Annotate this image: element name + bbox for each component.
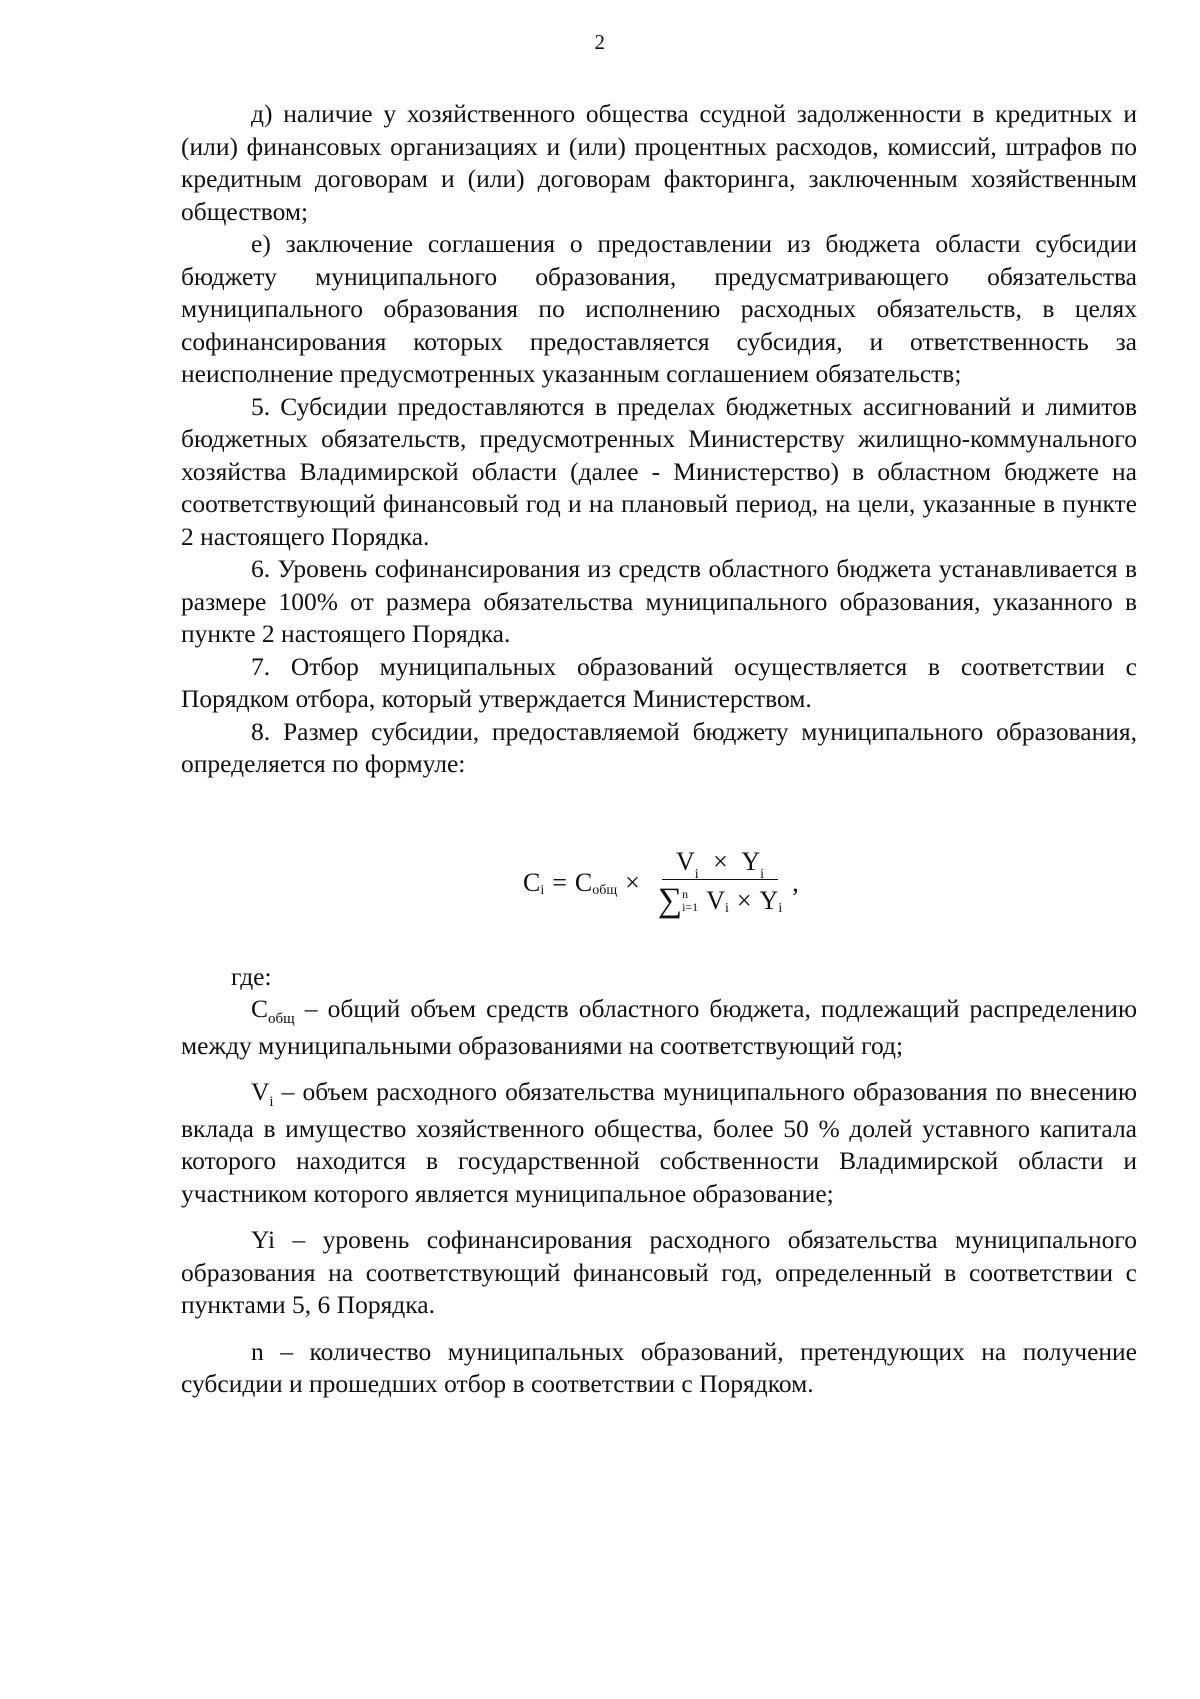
definition-symbol-sub: общ: [268, 1011, 295, 1027]
definition-symbol: V: [251, 1077, 270, 1106]
document-body: [181, 98, 1137, 1401]
formula-denominator: [652, 880, 788, 918]
paragraph-e: е) заключение соглашения о предоставлении из бюджета области субсидии бюджету муниципального образования, предусматривающего обязательства муниципального образования по исполнению расходных обязательств, в целях софинансирования которых предоставляется субсидия, и ответственность за неисполнение предусмотренных указанным соглашением обязательств;: [181, 229, 1137, 388]
paragraph-d: д) наличие у хозяйственного общества ссудной задолженности в кредитных и (или) финансовых организациях и (или) процентных расходов, комиссий, штрафов по кредитным договорам и (или) договорам факторинга, заключенным хозяйственным обществом;: [181, 99, 1137, 226]
denominator-v-sub: i: [724, 900, 729, 916]
page-number: 2: [594, 30, 606, 54]
definition-symbol: Yi: [251, 1225, 276, 1254]
denominator-times: ×: [736, 885, 752, 915]
sum-upper: n: [682, 886, 689, 901]
denominator-y-sub: i: [778, 900, 783, 916]
definition-text: – общий объем средств областного бюджета, подлежащий распределению между муниципальными образованиями на соответствующий год;: [181, 994, 1137, 1060]
definition-y: [181, 1224, 1137, 1322]
definition-symbol-sub: i: [269, 1094, 274, 1110]
sum-limits: [682, 888, 698, 914]
definition-text: – объем расходного обязательства муниципального образования по внесению вклада в имущество хозяйственного общества, более 50 % долей уставного капитала которого находится в государственной собственности Владимирской области и участником которого является муниципальное образование;: [181, 1077, 1137, 1208]
definition-text: – количество муниципальных образований, претендующих на получение субсидии и прошедших отбор в соответствии с Порядком.: [181, 1336, 1137, 1398]
definition-c-total: [181, 993, 1137, 1062]
paragraph-8: 8. Размер субсидии, предоставляемой бюджету муниципального образования, определяется по формуле:: [181, 716, 1137, 778]
definition-v: [181, 1076, 1137, 1210]
denominator-v: V: [706, 885, 725, 915]
numerator-v: V: [675, 846, 695, 876]
where-label: где:: [231, 961, 272, 991]
sum-sign: ∑: [657, 881, 683, 919]
paragraph-5: 5. Субсидии предоставляются в пределах бюджетных ассигнований и лимитов бюджетных обязательств, предусмотренных Министерству жилищно-коммунального хозяйства Владимирской области (далее - Министерство) в областном бюджете на соответствующий финансовый год и на плановый период, на цели, указанные в пункте 2 настоящего Порядка.: [181, 391, 1137, 551]
formula-trailing-comma: ,: [792, 868, 799, 897]
numerator-v-sub: i: [694, 866, 699, 882]
numerator-y: Y: [741, 846, 761, 876]
definition-n: [181, 1336, 1137, 1401]
formula-total: C: [574, 868, 593, 897]
formula-total-sub: общ: [592, 883, 618, 898]
paragraph-7: 7. Отбор муниципальных образований осуществляется в соответствии с Порядком отбора, который утверждается Министерством.: [181, 651, 1137, 713]
sum-lower: i=1: [682, 899, 699, 914]
formula-equals: =: [552, 868, 567, 897]
subsidy-formula: [523, 846, 799, 919]
formula-numerator: [662, 846, 778, 882]
formula-lhs-sub: i: [540, 883, 545, 898]
paragraph-6: 6. Уровень софинансирования из средств областного бюджета устанавливается в размере 100% от размера обязательства муниципального образования, указанного в пункте 2 настоящего Порядка.: [181, 554, 1137, 648]
definition-symbol: n: [251, 1336, 264, 1366]
formula-block: [181, 791, 1137, 961]
formula-lhs: C: [523, 868, 541, 897]
definition-text: – уровень софинансирования расходного обязательства муниципального образования на соответствующий финансовый год, определенный в соответствии с пунктами 5, 6 Порядка.: [181, 1225, 1137, 1319]
numerator-y-sub: i: [760, 866, 765, 882]
numerator-times: ×: [713, 846, 728, 876]
definition-symbol: С: [251, 994, 269, 1023]
formula-fraction: [652, 846, 788, 919]
denominator-y: Y: [759, 885, 779, 915]
formula-times: ×: [625, 868, 640, 897]
